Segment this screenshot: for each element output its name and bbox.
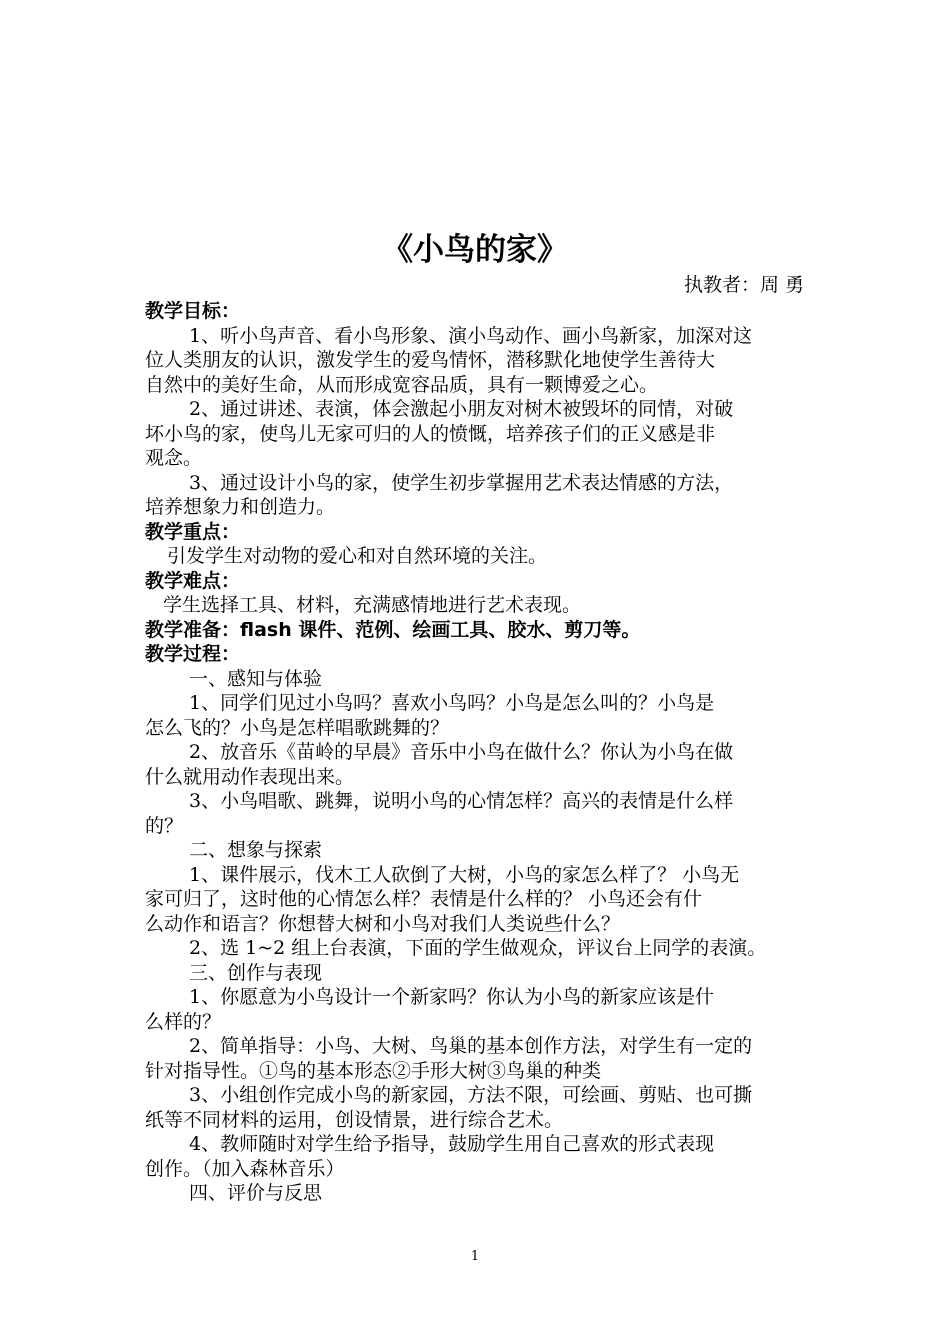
section-heading: 教学难点： [145, 569, 241, 592]
text-line: 四、评价与反思 [189, 1182, 323, 1204]
text-line: 3、小鸟唱歌、跳舞，说明小鸟的心情怎样？高兴的表情是什么样 [189, 790, 734, 812]
text-line: 引发学生对动物的爱心和对自然环境的关注。 [167, 545, 548, 567]
text-line: 坏小鸟的家，使鸟儿无家可归的人的愤慨，培养孩子们的正义感是非 [145, 422, 716, 445]
text-line: 2、放音乐《苗岭的早晨》音乐中小鸟在做什么？你认为小鸟在做 [189, 741, 734, 763]
author-line: 执教者：周 勇 [683, 274, 804, 296]
text-line: 创作。（加入森林音乐） [145, 1157, 345, 1180]
text-line: 自然中的美好生命，从而形成宽容品质，具有一颗博爱之心。 [145, 373, 659, 396]
text-line: 的？ [145, 814, 184, 837]
text-line: 一、感知与体验 [189, 667, 323, 690]
text-line: 针对指导性。①鸟的基本形态②手形大树③鸟巢的种类 [145, 1059, 602, 1082]
text-line: 怎么飞的？小鸟是怎样唱歌跳舞的？ [145, 716, 450, 739]
document-title: 《小鸟的家》 [382, 232, 568, 268]
text-line: 培养想象力和创造力。 [145, 496, 336, 518]
text-line: 3、通过设计小鸟的家，使学生初步掌握用艺术表达情感的方法， [189, 471, 734, 494]
document-body [145, 299, 813, 1206]
text-line: 1、你愿意为小鸟设计一个新家吗？你认为小鸟的新家应该是什 [189, 986, 715, 1008]
text-line: 观念。 [145, 447, 203, 469]
text-line: 2、选 1~2 组上台表演，下面的学生做观众，评议台上同学的表演。 [189, 937, 767, 959]
text-line: 1、课件展示，伐木工人砍倒了大树，小鸟的家怎么样了？ 小鸟无 [189, 863, 740, 886]
text-line: 学生选择工具、材料，充满感情地进行艺术表现。 [163, 594, 582, 616]
section-heading: 教学目标： [145, 300, 241, 322]
text-line: 家可归了，这时他的心情怎么样？表情是什么样的？ 小鸟还会有什 [145, 888, 703, 910]
text-line: 1、同学们见过小鸟吗？喜欢小鸟吗？小鸟是怎么叫的？小鸟是 [189, 692, 715, 714]
text-line: 什么就用动作表现出来。 [145, 765, 355, 788]
text-line: 2、通过讲述、表演，体会激起小朋友对树木被毁坏的同情，对破 [189, 398, 734, 420]
text-line: 么样的？ [145, 1010, 222, 1033]
section-heading: 教学重点： [145, 520, 241, 543]
text-line: 么动作和语言？你想替大树和小鸟对我们人类说些什么？ [145, 912, 621, 935]
text-line: 纸等不同材料的运用，创设情景，进行综合艺术。 [145, 1108, 564, 1131]
text-line: 三、创作与表现 [189, 961, 323, 984]
text-line: 二、想象与探索 [189, 839, 323, 861]
text-line: 4、教师随时对学生给予指导，鼓励学生用自己喜欢的形式表现 [189, 1133, 715, 1155]
text-line: 2、简单指导：小鸟、大树、鸟巢的基本创作方法，对学生有一定的 [189, 1035, 753, 1057]
text-line: 1、听小鸟声音、看小鸟形象、演小鸟动作、画小鸟新家，加深对这 [189, 324, 753, 347]
text-line: 3、小组创作完成小鸟的新家园，方法不限，可绘画、剪贴、也可撕 [189, 1084, 753, 1106]
section-heading: 教学准备：flash 课件、范例、绘画工具、胶水、剪刀等。 [145, 618, 641, 641]
text-line: 位人类朋友的认识，激发学生的爱鸟情怀，潜移默化地使学生善待大 [145, 349, 716, 371]
page-number: 1 [470, 1249, 480, 1264]
section-heading: 教学过程： [145, 643, 241, 665]
